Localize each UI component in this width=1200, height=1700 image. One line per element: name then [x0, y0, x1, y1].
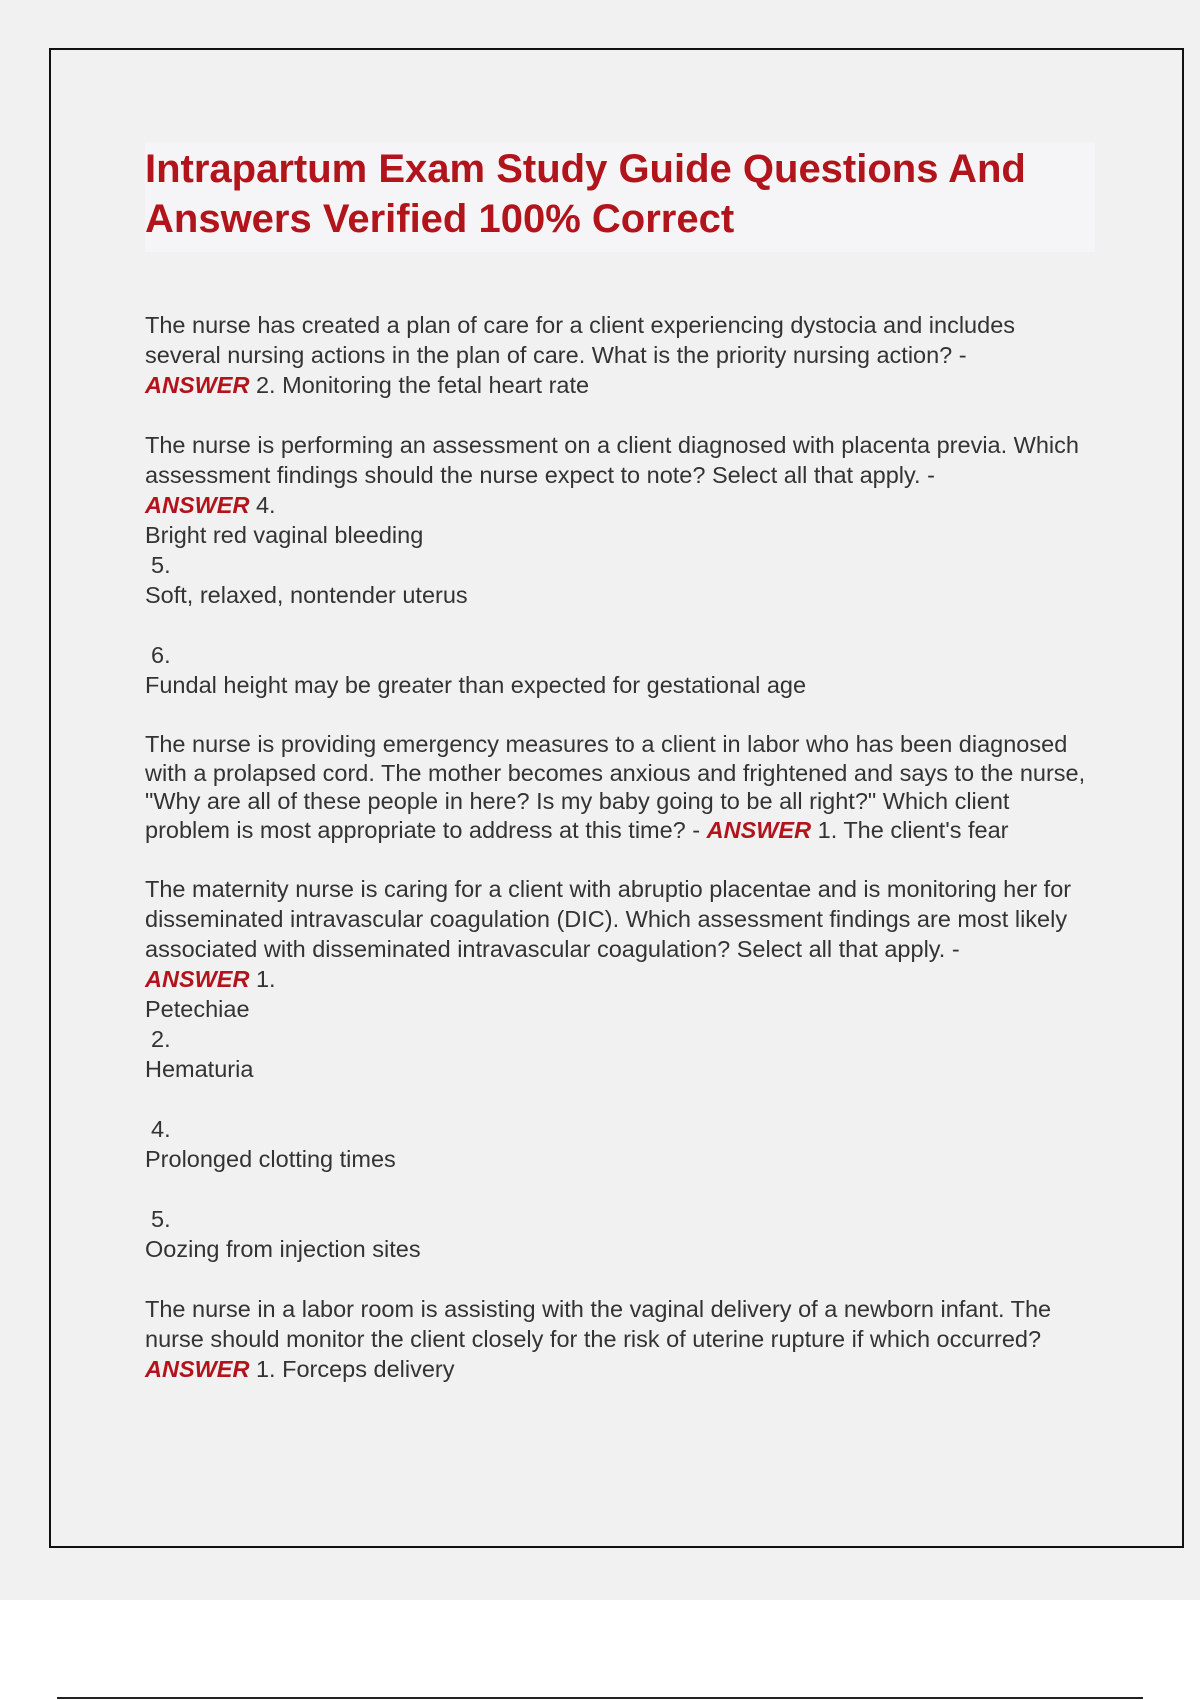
question-text: The nurse is performing an assessment on a client diagnosed with placenta previa. Which assessment findings should the nurse expect to note? Select all that apply. -: [145, 432, 1079, 488]
answer-label: ANSWER: [145, 492, 250, 518]
qa-item-5: [145, 1294, 1095, 1384]
answer-option-text: Soft, relaxed, nontender uterus: [145, 582, 468, 608]
answer-option-text: Petechiae: [145, 996, 250, 1022]
answer-option-text: Fundal height may be greater than expected for gestational age: [145, 672, 807, 698]
answer-option-number: 5.: [151, 552, 171, 578]
answer-text: 1. Forceps delivery: [255, 1356, 455, 1382]
spacer: [145, 610, 1095, 640]
answer-option-text: Bright red vaginal bleeding: [145, 522, 424, 548]
question-text: The nurse is providing emergency measures to a client in labor who has been diagnosed with a prolapsed cord. The mother becomes anxious and frightened and says to the nurse, "Why are all of these people in here? Is my baby going to be all right?" Which client problem is most appropriate to address at this time? -: [145, 731, 1086, 843]
qa-item-4: [145, 874, 1095, 1264]
qa-item-1: [145, 310, 1095, 400]
document-content: [145, 142, 1095, 1414]
document-title: Intrapartum Exam Study Guide Questions And Answers Verified 100% Correct: [145, 142, 1095, 252]
qa-item-3: [145, 730, 1095, 844]
answer-text: 1.: [255, 966, 276, 992]
answer-option-text: Hematuria: [145, 1056, 254, 1082]
answer-text: 1. The client's fear: [817, 816, 1009, 843]
footer-divider: [57, 1697, 1143, 1699]
qa-list: [145, 310, 1095, 1384]
spacer: [145, 1174, 1095, 1204]
answer-option-number: 6.: [151, 642, 171, 668]
answer-option-text: Oozing from injection sites: [145, 1236, 421, 1262]
answer-option-number: 4.: [151, 1116, 171, 1142]
answer-label: ANSWER: [145, 372, 250, 398]
question-text: The maternity nurse is caring for a client with abruptio placentae and is monitoring her for disseminated intravascular coagulation (DIC). Which assessment findings are most likely associated with disseminated intravascular coagulation? Select all that apply. -: [145, 876, 1072, 962]
answer-text: 2. Monitoring the fetal heart rate: [255, 372, 590, 398]
answer-option-number: 2.: [151, 1026, 171, 1052]
question-text: The nurse in a labor room is assisting with the vaginal delivery of a newborn infant. The nurse should monitor the client closely for the risk of uterine rupture if which occurred?: [145, 1296, 1052, 1352]
answer-label: ANSWER: [706, 816, 812, 843]
spacer: [145, 1084, 1095, 1114]
answer-option-text: Prolonged clotting times: [145, 1146, 396, 1172]
answer-text: 4.: [255, 492, 276, 518]
answer-label: ANSWER: [145, 966, 250, 992]
question-text: The nurse has created a plan of care for a client experiencing dystocia and includes several nursing actions in the plan of care. What is the priority nursing action? -: [145, 312, 1016, 368]
answer-option-number: 5.: [151, 1206, 171, 1232]
answer-label: ANSWER: [145, 1356, 250, 1382]
qa-item-2: [145, 430, 1095, 700]
